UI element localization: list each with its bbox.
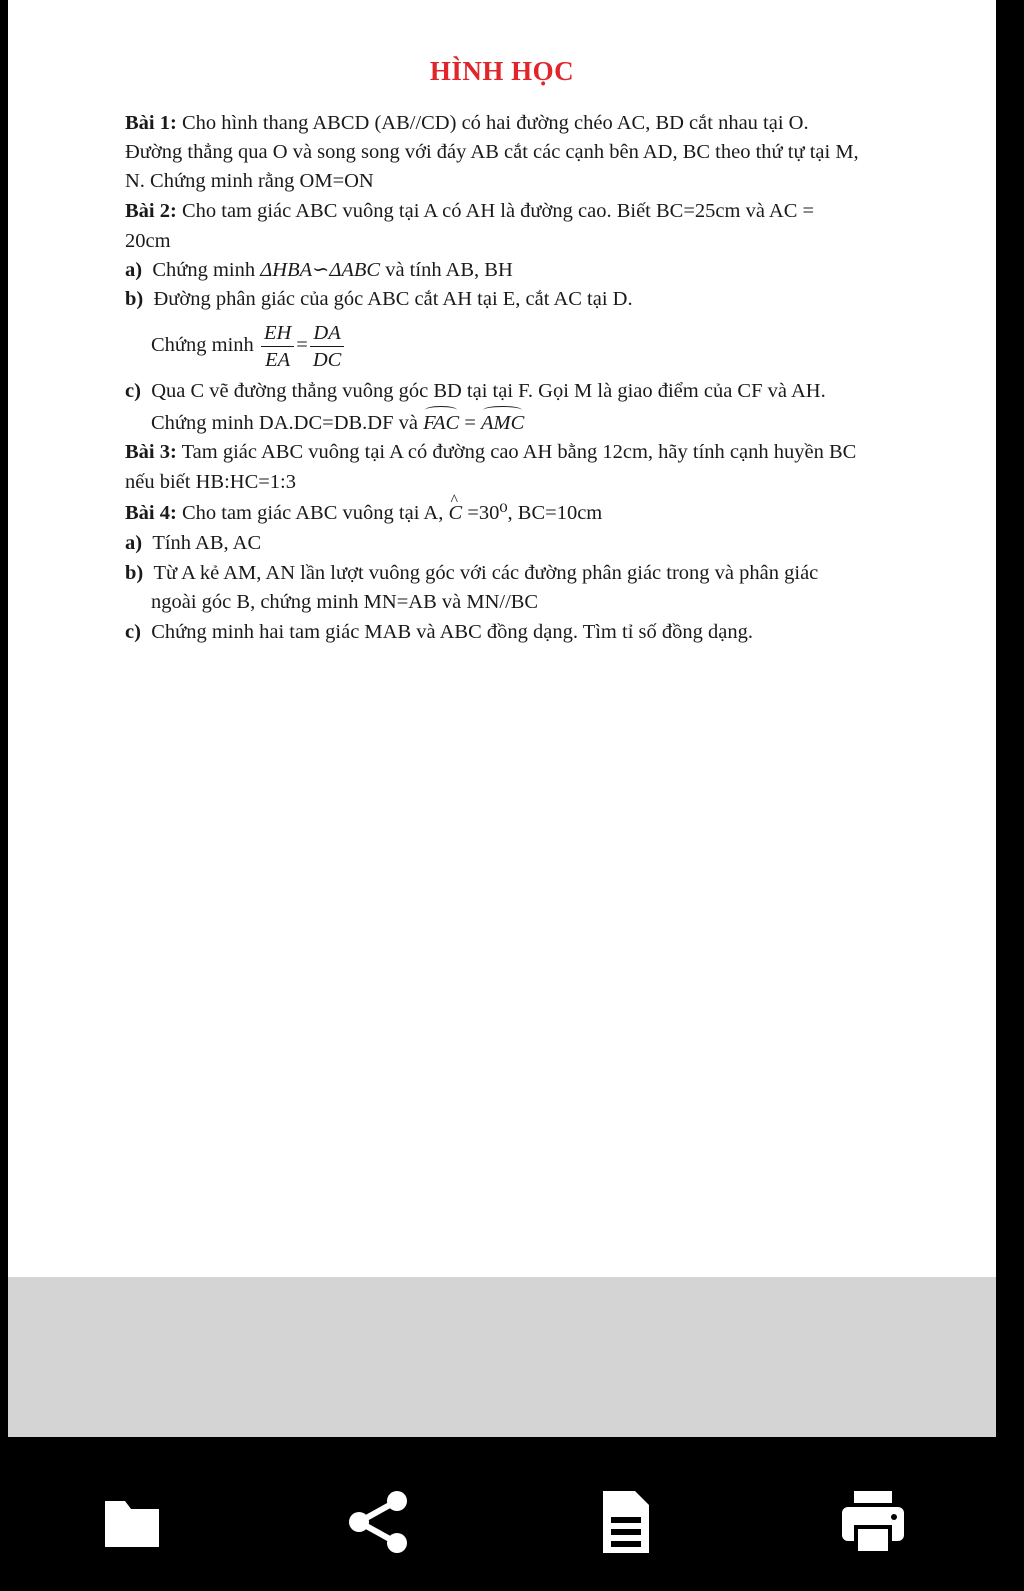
bai4-part-b2: ngoài góc B, chứng minh MN=AB và MN//BC bbox=[151, 591, 539, 613]
document-page bbox=[8, 0, 996, 1277]
bai2-b-text: Đường phân giác của góc ABC cắt AH tại E, cắt AC tại D. bbox=[153, 288, 633, 310]
frac2-denominator: DC bbox=[312, 348, 342, 371]
angle-amc: AMC bbox=[481, 409, 524, 435]
bai4-a-label: a) bbox=[125, 532, 143, 554]
bai2-b2-pre: Chứng minh bbox=[151, 334, 259, 356]
fraction-eh-ea bbox=[261, 320, 294, 373]
bai1-line3: N. Chứng minh rằng OM=ON bbox=[125, 170, 374, 192]
bai4-label: Bài 4: bbox=[125, 502, 177, 524]
bai2-c2-pre: Chứng minh DA.DC=DB.DF và bbox=[151, 412, 424, 434]
frac2-numerator: DA bbox=[310, 320, 344, 347]
bai4-c-label: c) bbox=[125, 621, 141, 643]
bai2-text1: Cho tam giác ABC vuông tại A có AH là đường cao. Biết BC=25cm và AC = bbox=[176, 200, 815, 222]
bai2-a-post: và tính AB, BH bbox=[380, 259, 513, 281]
bai3-label: Bài 3: bbox=[125, 441, 177, 463]
page-bottom-band bbox=[8, 1277, 996, 1437]
share-button[interactable] bbox=[345, 1487, 415, 1557]
bai3-line2: nếu biết HB:HC=1:3 bbox=[125, 471, 296, 493]
bai2-part-c2 bbox=[151, 409, 524, 435]
bai4-text-post: =30⁰, BC=10cm bbox=[462, 502, 603, 524]
bai4-part-b bbox=[125, 561, 818, 585]
frac1-numerator: EH bbox=[261, 320, 294, 347]
bai2-c-label: c) bbox=[125, 380, 141, 402]
print-button[interactable] bbox=[838, 1487, 908, 1557]
bai3-text1: Tam giác ABC vuông tại A có đường cao AH bằng 12cm, hãy tính cạnh huyền BC bbox=[176, 441, 857, 463]
bai3-line1 bbox=[125, 440, 856, 464]
bai4-b-label: b) bbox=[125, 562, 144, 584]
bai4-a-text: Tính AB, AC bbox=[152, 532, 262, 554]
bottom-toolbar bbox=[0, 1437, 1024, 1591]
angle-equals: = bbox=[459, 412, 481, 434]
bai1-text1: Cho hình thang ABCD (AB//CD) có hai đường chéo AC, BD cắt nhau tại O. bbox=[176, 112, 809, 134]
bai1-label: Bài 1: bbox=[125, 112, 177, 134]
angle-fac: FAC bbox=[423, 409, 459, 435]
bai2-part-a bbox=[125, 258, 513, 282]
bai4-b-text1: Từ A kẻ AM, AN lần lượt vuông góc với các đường phân giác trong và phân giác bbox=[153, 562, 819, 584]
bai2-line1 bbox=[125, 199, 814, 223]
bai2-part-b2 bbox=[151, 317, 346, 373]
bai2-a-pre: Chứng minh bbox=[152, 259, 261, 281]
bai2-b-label: b) bbox=[125, 288, 144, 310]
document-icon bbox=[591, 1487, 661, 1557]
bai2-a-expr: ΔHBA∽ΔABC bbox=[260, 259, 381, 281]
bai2-label: Bài 2: bbox=[125, 200, 177, 222]
document-title: HÌNH HỌC bbox=[429, 56, 575, 86]
bai4-part-c bbox=[125, 620, 753, 644]
bai2-c-text: Qua C vẽ đường thẳng vuông góc BD tại tại F. Gọi M là giao điểm của CF và AH. bbox=[151, 380, 826, 402]
print-icon bbox=[838, 1487, 908, 1557]
bai1-line1 bbox=[125, 111, 809, 135]
share-icon bbox=[345, 1487, 415, 1557]
fraction-da-dc bbox=[310, 320, 344, 373]
bai2-part-c bbox=[125, 379, 826, 403]
folder-icon bbox=[97, 1487, 167, 1557]
document-button[interactable] bbox=[591, 1487, 661, 1557]
bai4-line1 bbox=[125, 501, 602, 525]
equals-sign: = bbox=[296, 334, 308, 356]
bai2-a-label: a) bbox=[125, 259, 143, 281]
bai1-line2: Đường thẳng qua O và song song với đáy AB cắt các cạnh bên AD, BC theo thứ tự tại M, bbox=[125, 141, 859, 163]
bai2-line2: 20cm bbox=[125, 230, 171, 252]
bai4-part-a bbox=[125, 531, 261, 555]
angle-c: ^ C bbox=[448, 501, 462, 525]
bai2-part-b bbox=[125, 287, 633, 311]
bai4-c-text: Chứng minh hai tam giác MAB và ABC đồng dạng. Tìm tỉ số đồng dạng. bbox=[151, 621, 753, 643]
bai4-text-pre: Cho tam giác ABC vuông tại A, bbox=[176, 502, 449, 524]
frac1-denominator: EA bbox=[265, 348, 291, 371]
folder-button[interactable] bbox=[97, 1487, 167, 1557]
